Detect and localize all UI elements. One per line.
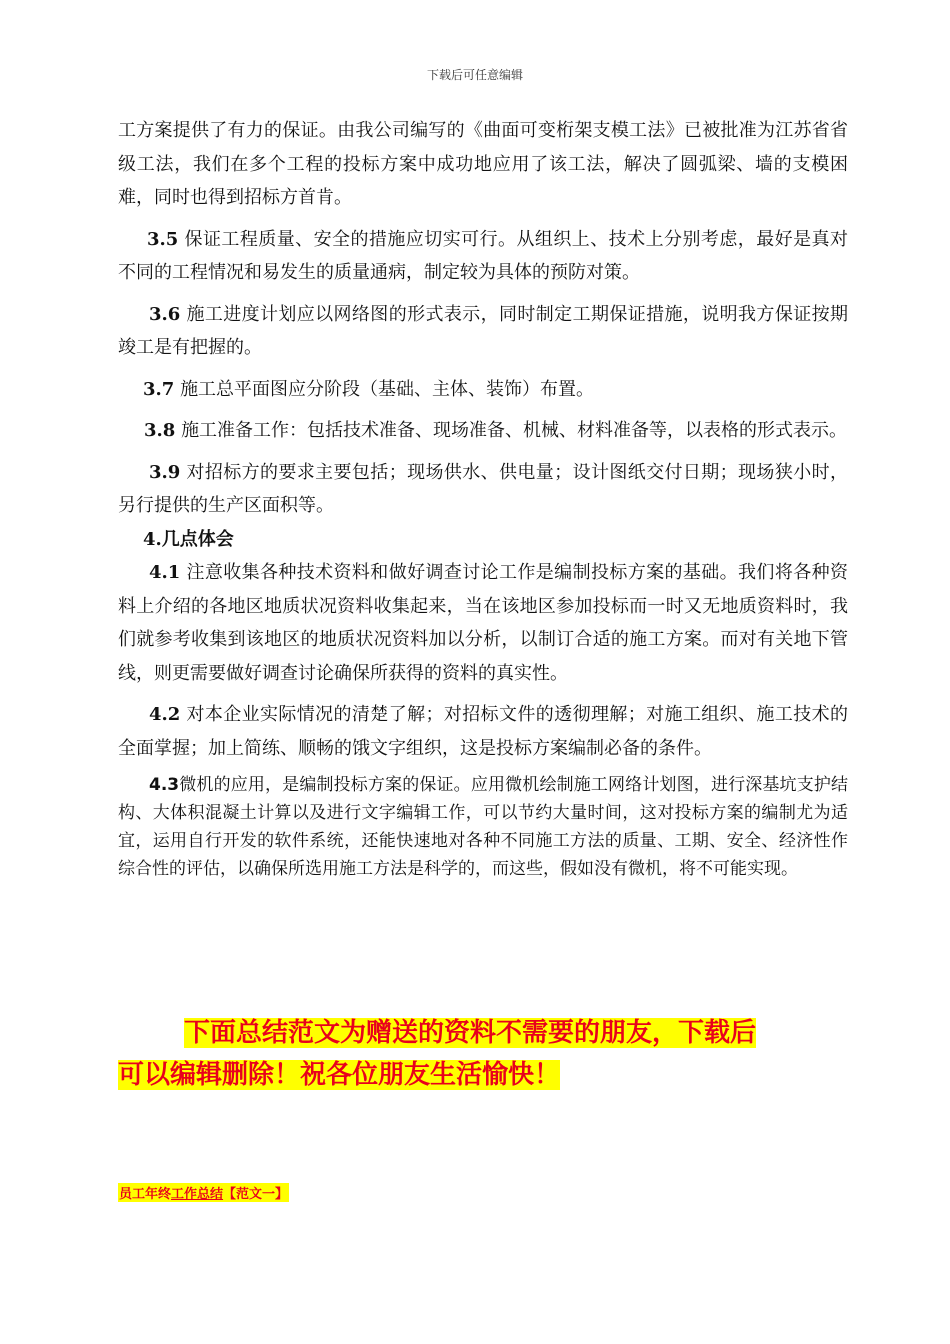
sample-title-part-3: 【范文一】: [223, 1187, 289, 1202]
sample-title-part-2: 工作总结: [171, 1187, 224, 1202]
gift-notice-line-1-wrapper: [118, 1012, 858, 1054]
paragraph-3-8: [118, 414, 848, 448]
paragraph-3-6: [118, 298, 848, 365]
paragraph-text: 施工进度计划应以网络图的形式表示，同时制定工期保证措施，说明我方保证按期竣工是有把握的。: [118, 303, 848, 358]
gift-notice-line-2-wrapper: [118, 1054, 858, 1096]
sample-title-part-1: 员工年终: [119, 1187, 172, 1202]
section-number: 3.7: [143, 378, 175, 400]
document-body: [118, 114, 848, 883]
paragraph-text: 微机的应用，是编制投标方案的保证。应用微机绘制施工网络计划图，进行深基坑支护结构、大体积混凝土计算以及进行文字编辑工作，可以节约大量时间，这对投标方案的编制尤为适宜，运用自行开发的软件系统，还能快速地对各种不同施工方法的质量、工期、安全、经济性作综合性的评估，以确保所选用施工方法是科学的，而这些，假如没有微机，将不可能实现。: [118, 775, 848, 879]
paragraph-3-9: [118, 456, 848, 523]
gift-notice-line-2: 可以编辑删除！祝各位朋友生活愉快！: [118, 1060, 561, 1090]
section-heading-4: 4.几点体会: [143, 528, 234, 550]
paragraph-text: 对招标方的要求主要包括；现场供水、供电量；设计图纸交付日期；现场狭小时，另行提供的生产区面积等。: [118, 461, 848, 516]
paragraph-3-5: [118, 223, 848, 290]
paragraph-4-2: [118, 698, 848, 765]
section-number: 4.2: [149, 704, 181, 725]
paragraph-text: 保证工程质量、安全的措施应切实可行。从组织上、技术上分别考虑，最好是真对不同的工程情况和易发生的质量通病，制定较为具体的预防对策。: [118, 228, 848, 283]
paragraph-3-7: [118, 373, 848, 407]
section-number: 3.5: [147, 228, 179, 250]
paragraph-text: 施工准备工作：包括技术准备、现场准备、机械、材料准备等，以表格的形式表示。: [181, 420, 848, 441]
paragraph-text: 注意收集各种技术资料和做好调查讨论工作是编制投标方案的基础。我们将各种资料上介绍的各地区地质状况资料收集起来，当在该地区参加投标而一时又无地质资料时，我们就参考收集到该地区的地质状况资料加以分析，以制订合适的施工方案。而对有关地下管线，则更需要做好调查讨论确保所获得的资料的真实性。: [118, 562, 848, 684]
gift-notice-line-1: 下面总结范文为赠送的资料不需要的朋友，下载后: [184, 1018, 757, 1048]
paragraph-continuation: 工方案提供了有力的保证。由我公司编写的《曲面可变桁架支模工法》已被批准为江苏省省级工法，我们在多个工程的投标方案中成功地应用了该工法，解决了圆弧梁、墙的支模困难，同时也得到招标方首肯。: [118, 120, 848, 208]
section-number: 4.3: [149, 775, 180, 795]
paragraph-4-1: [118, 556, 848, 690]
section-number: 3.9: [149, 461, 181, 483]
page-header: 下载后可任意编辑: [426, 68, 523, 82]
section-number: 4.1: [149, 562, 181, 583]
paragraph-text: 施工总平面图应分阶段（基础、主体、装饰）布置。: [180, 378, 595, 400]
section-number: 3.8: [144, 420, 176, 441]
paragraph-text: 对本企业实际情况的清楚了解；对招标文件的透彻理解；对施工组织、施工技术的全面掌握；加上简练、顺畅的饿文字组织，这是投标方案编制必备的条件。: [118, 704, 848, 759]
sample-essay-title: [118, 1183, 289, 1202]
paragraph-4-3: [118, 771, 848, 883]
gift-notice: [118, 1012, 858, 1096]
section-number: 3.6: [149, 303, 181, 325]
